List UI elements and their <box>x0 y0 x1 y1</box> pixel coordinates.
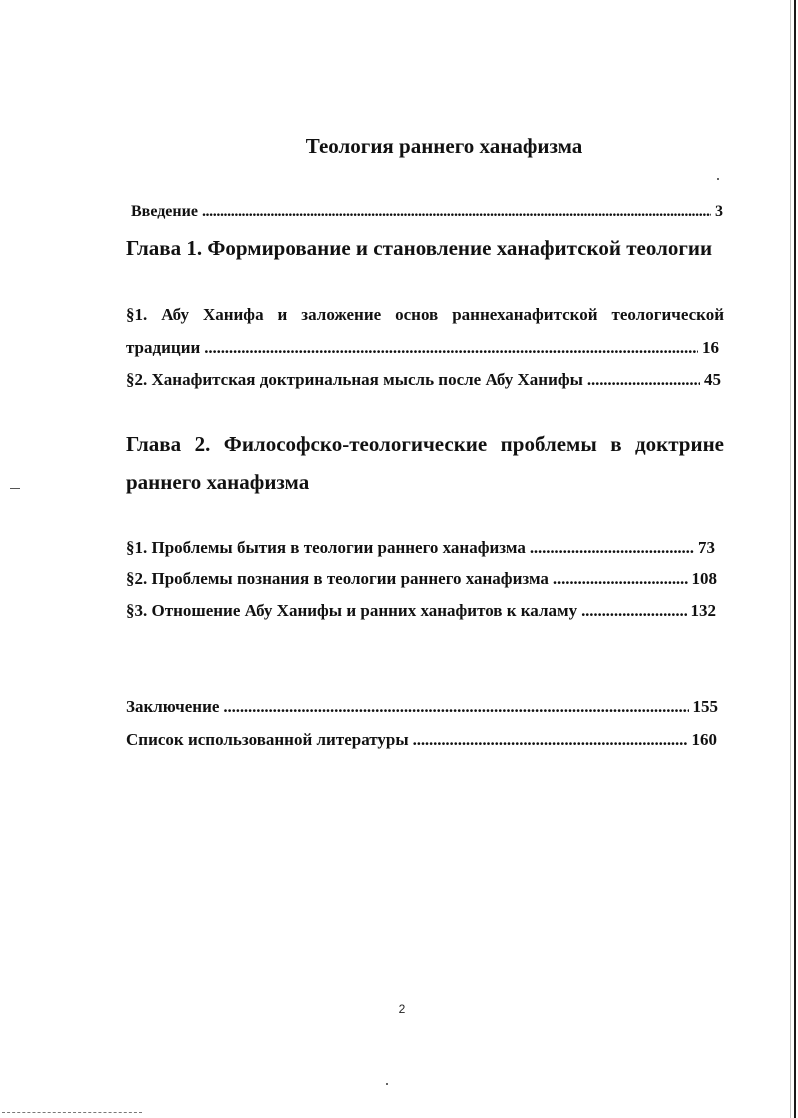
scan-bottom-artifact <box>2 1112 142 1114</box>
toc-entry-bibliography <box>126 730 717 750</box>
toc-dot-leader <box>202 203 711 221</box>
toc-dot-leader <box>530 538 694 558</box>
toc-dot-leader <box>553 569 688 589</box>
toc-page-number: 132 <box>690 601 716 620</box>
toc-page-number: 73 <box>698 538 715 557</box>
toc-page-number: 16 <box>702 338 719 357</box>
scan-edge-artifact-thin <box>790 0 791 1118</box>
chapter-2-heading-line1: Глава 2. Философско-теологические проблемы в доктрине <box>126 432 724 456</box>
chapter-2-heading-line2: раннего ханафизма <box>126 470 310 494</box>
toc-entry-label: Заключение <box>126 697 220 716</box>
toc-dot-leader <box>223 697 688 717</box>
toc-page-number: 45 <box>704 370 721 389</box>
toc-entry-label: §1. Проблемы бытия в теологии раннего ханафизма <box>126 538 526 557</box>
page-number: 2 <box>398 1002 406 1016</box>
scan-mark-left <box>10 488 20 489</box>
toc-entry-ch1-s1-line1: §1. Абу Ханифа и заложение основ раннеханафитской теологической <box>126 305 724 324</box>
toc-page-number: 108 <box>691 569 717 588</box>
toc-dot-leader <box>204 338 698 358</box>
toc-page-number: 155 <box>692 697 718 716</box>
scan-edge-artifact <box>794 0 796 1118</box>
toc-page-number: 3 <box>715 203 723 220</box>
toc-entry-introduction <box>131 203 723 221</box>
toc-dot-leader <box>587 370 700 390</box>
chapter-1-heading: Глава 1. Формирование и становление ханафитской теологии <box>126 236 713 260</box>
toc-entry-label: §2. Ханафитская доктринальная мысль после Абу Ханифы <box>126 370 583 389</box>
toc-entry-ch2-s3 <box>126 601 716 621</box>
toc-entry-conclusion <box>126 697 718 717</box>
toc-entry-label: Введение <box>131 203 198 220</box>
toc-dot-leader <box>581 601 686 621</box>
scan-dot <box>386 1083 388 1085</box>
toc-entry-label: §2. Проблемы познания в теологии раннего ханафизма <box>126 569 549 588</box>
toc-entry-ch1-s1 <box>126 338 719 358</box>
toc-entry-ch2-s1 <box>126 538 715 558</box>
toc-entry-label: §3. Отношение Абу Ханифы и ранних ханафитов к каламу <box>126 601 578 620</box>
toc-dot-leader <box>413 730 688 750</box>
toc-entry-ch1-s2 <box>126 370 721 390</box>
document-title: Теология раннего ханафизма <box>305 134 583 158</box>
toc-entry-label: традиции <box>126 338 201 357</box>
scan-dot <box>717 178 719 180</box>
toc-entry-label: Список использованной литературы <box>126 730 409 749</box>
toc-entry-ch2-s2 <box>126 569 717 589</box>
toc-page-number: 160 <box>691 730 717 749</box>
